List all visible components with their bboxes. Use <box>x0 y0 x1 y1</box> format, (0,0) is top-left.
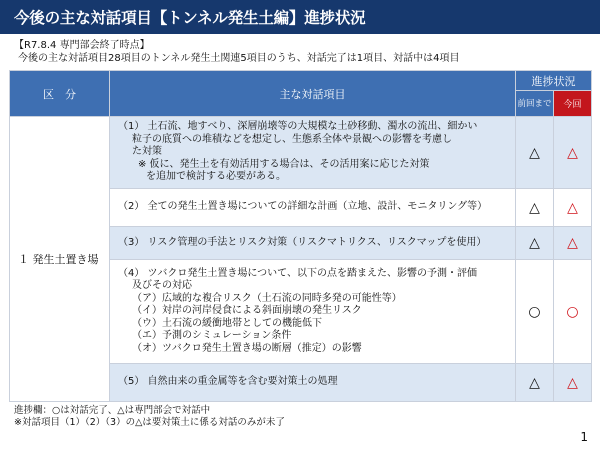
item-subpoint: （ウ）土石流の緩衝地帯としての機能低下 <box>132 317 322 329</box>
header-progress: 進捗状況 <box>516 71 592 91</box>
progress-prev-mark: △ <box>516 364 554 402</box>
item-cell-4 <box>110 260 516 364</box>
item-line: （3） リスク管理の手法とリスク対策（リスクマトリクス、リスクマップを使用） <box>118 236 487 248</box>
item-note: ※ 仮に、発生土を有効活用する場合は、その活用案に応じた対策 <box>138 158 430 170</box>
header-category: 区 分 <box>10 71 110 117</box>
item-line: 粒子の底質への堆積などを想定し、生態系全体や景観への影響を考慮し <box>132 133 452 145</box>
header-now: 今回 <box>554 91 592 117</box>
item-cell-5 <box>110 364 516 402</box>
status-date: 【R7.8.4 専門部会終了時点】 <box>14 40 150 51</box>
status-subheading <box>14 39 460 65</box>
footer-legend: 進捗欄：○は対話完了、△は専門部会で対話中 <box>14 405 211 416</box>
item-subpoint: （イ）対岸の河岸侵食による斜面崩壊の発生リスク <box>132 305 362 317</box>
item-cell-1 <box>110 117 516 189</box>
progress-now-mark: ○ <box>554 260 592 364</box>
item-line: （2） 全ての発生土置き場についての詳細な計画（立地、設計、モニタリング等） <box>118 201 488 213</box>
item-line: （4） ツバクロ発生土置き場について、以下の点を踏まえた、影響の予測・評価 <box>118 267 477 279</box>
item-line: （5） 自然由来の重金属等を含む要対策土の処理 <box>118 376 338 388</box>
footer-notes <box>14 405 285 429</box>
progress-prev-mark: △ <box>516 227 554 260</box>
progress-now-mark: △ <box>554 117 592 189</box>
progress-now-mark: △ <box>554 364 592 402</box>
item-cell-2 <box>110 189 516 227</box>
header-prev: 前回まで <box>516 91 554 117</box>
item-line: （1） 土石流、地すべり、深層崩壊等の大規模な土砂移動、濁水の流出、細かい <box>118 121 478 133</box>
item-line: た対策 <box>132 146 162 158</box>
progress-prev-mark: ○ <box>516 260 554 364</box>
category-cell: １ 発生土置き場 <box>10 117 110 402</box>
item-subpoint: （ア）広域的な複合リスク（土石流の同時多発の可能性等） <box>132 292 402 304</box>
progress-prev-mark: △ <box>516 189 554 227</box>
item-line: 及びその対応 <box>132 280 192 292</box>
item-note: を追加で検討する必要がある。 <box>146 171 286 183</box>
progress-prev-mark: △ <box>516 117 554 189</box>
header-items: 主な対話項目 <box>110 71 516 117</box>
table-header-row <box>10 71 592 91</box>
footer-note: ※対話項目（1）（2）（3）の△は要対策土に係る対話のみが未了 <box>14 417 285 428</box>
page-number: 1 <box>580 430 588 444</box>
progress-now-mark: △ <box>554 227 592 260</box>
item-cell-3 <box>110 227 516 260</box>
item-subpoint: （エ）予測のシミュレーション条件 <box>132 330 292 342</box>
progress-table <box>9 70 592 402</box>
status-summary: 今後の主な対話項目28項目のトンネル発生土関連5項目のうち、対話完了は1項目、対話中は4項目 <box>18 53 460 64</box>
page-title: 今後の主な対話項目【トンネル発生土編】進捗状況 <box>0 0 600 34</box>
item-subpoint: （オ）ツバクロ発生土置き場の断層（推定）の影響 <box>132 342 362 354</box>
progress-now-mark: △ <box>554 189 592 227</box>
table-row <box>10 117 592 189</box>
